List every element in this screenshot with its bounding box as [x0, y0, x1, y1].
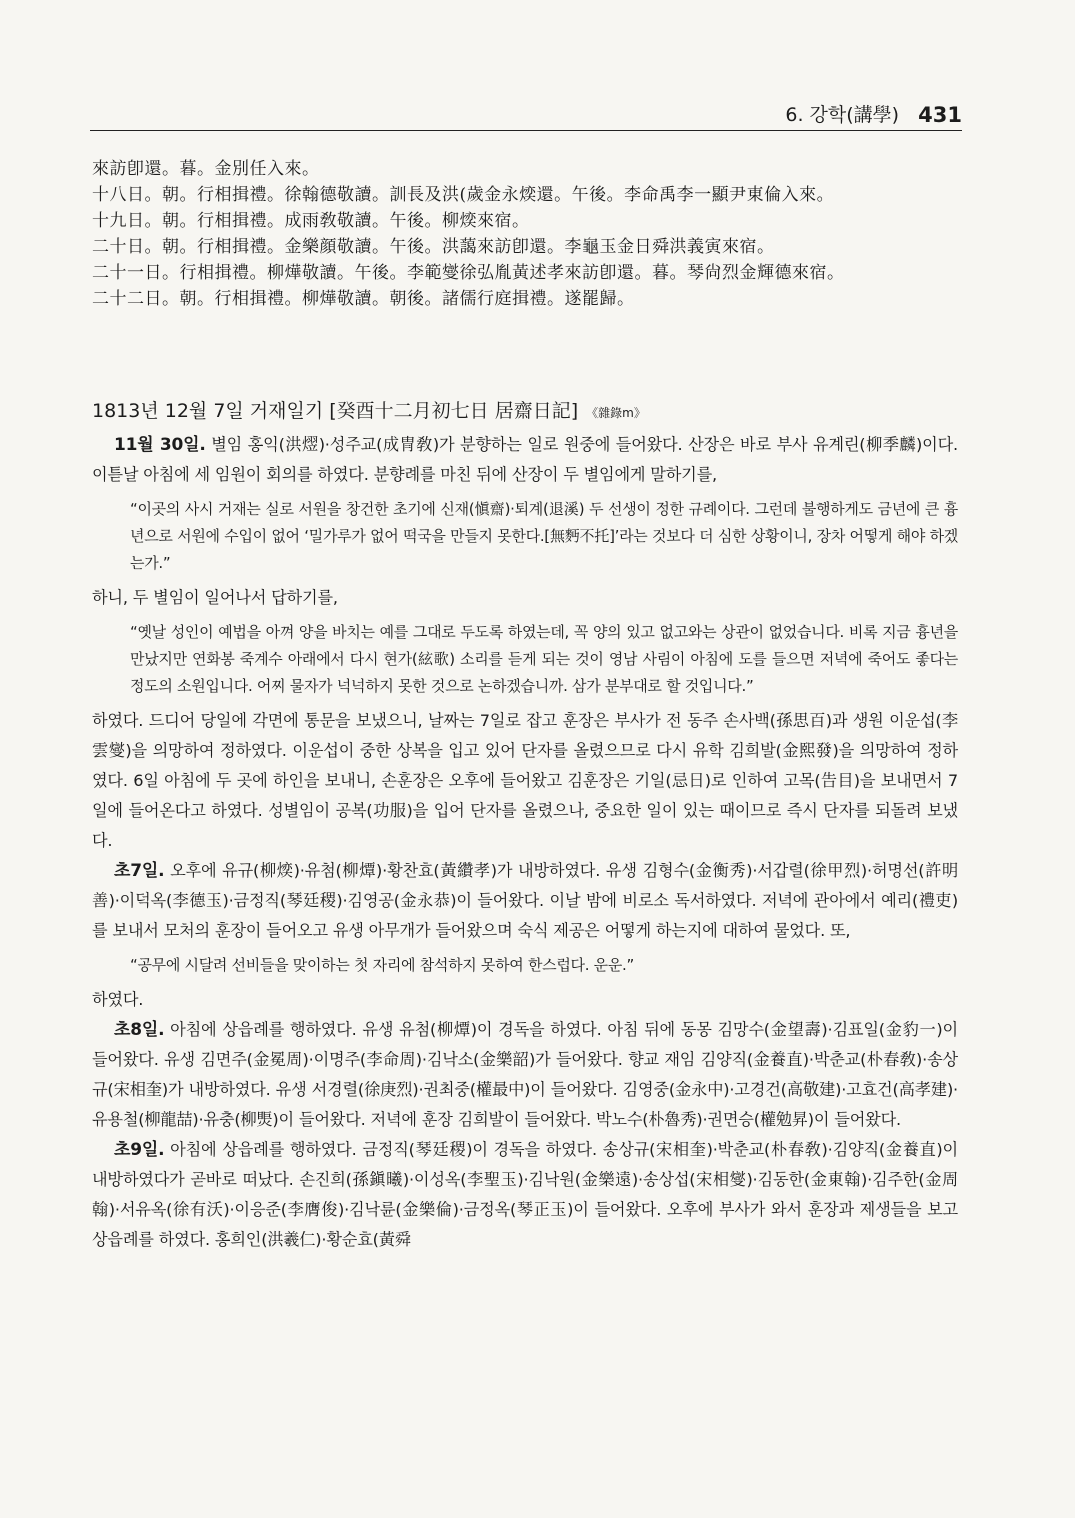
quotation: “이곳의 사시 거재는 실로 서원을 창건한 초기에 신재(愼齋)·퇴계(退溪) 두 선생이 정한 규례이다. 그런데 불행하게도 금년에 큰 흉년으로 서원에 수입이 없어 ‘밀가루가 없어 떡국을 만들지 못한다.[無麪不托]’라는 것보다 더 심한 상황이니, 장차 어떻게 해야 하겠는가.”	[130, 500, 958, 572]
paragraph: 하니, 두 별임이 일어나서 답하기를,	[92, 588, 338, 607]
date-lead: 초9일.	[114, 1140, 165, 1160]
paragraph	[92, 1135, 958, 1255]
hanja-line: 來訪卽還。暮。金別任入來。	[92, 159, 320, 179]
page-number: 431	[918, 103, 962, 127]
entry-title	[92, 396, 962, 423]
translation-body	[92, 430, 958, 1255]
paragraph: 하였다. 드디어 당일에 각면에 통문을 보냈으니, 날짜는 7일로 잡고 훈장은 부사가 전 동주 손사백(孫思百)과 생원 이운섭(李雲燮)을 의망하여 정하였다. 이운섭이 중한 상복을 입고 있어 단자를 올렸으므로 다시 유학 김희발(金熙發)을 의망하여 정하였다. 6일 아침에 두 곳에 하인을 보내니, 손훈장은 오후에 들어왔고 김훈장은 기일(忌日)로 인하여 고목(告目)을 보내면서 7일에 들어온다고 하였다. 성별임이 공복(功服)을 입어 단자를 올렸으나, 중요한 일이 있는 때이므로 즉시 단자를 되돌려 보냈다.	[92, 711, 958, 850]
paragraph-text: 아침에 상읍례를 행하였다. 유생 유첨(柳燂)이 경독을 하였다. 아침 뒤에 동몽 김망수(金望壽)·김표일(金豹一)이 들어왔다. 유생 김면주(金冕周)·이명주(李命周)·김낙소(金樂韶)가 들어왔다. 향교 재임 김양직(金養直)·박춘교(朴春敎)·송상규(宋相奎)가 내방하였다. 유생 서경렬(徐庚烈)·권최중(權最中)이 들어왔다. 김영중(金永中)·고경건(高敬建)·고효건(高孝建)·유용철(柳龍喆)·유충(柳㷡)이 들어왔다. 저녁에 훈장 김희발이 들어왔다. 박노수(朴魯秀)·권면승(權勉昇)이 들어왔다.	[92, 1020, 958, 1129]
entry-source: 《雜錄m》	[586, 406, 646, 420]
hanja-line: 十九日。朝。行相揖禮。成雨敎敬讀。午後。柳㷜來宿。	[92, 211, 530, 231]
paragraph-text: 별임 홍익(洪熤)·성주교(成冑敎)가 분향하는 일로 원중에 들어왔다. 산장은 바로 부사 유계린(柳季麟)이다. 이튿날 아침에 세 임원이 회의를 하였다. 분향례를 마친 뒤에 산장이 두 별임에게 말하기를,	[92, 435, 958, 484]
entry-title-text: 1813년 12월 7일 거재일기 [癸酉十二月初七日 居齋日記]	[92, 400, 579, 422]
quotation: “공무에 시달려 선비들을 맞이하는 첫 자리에 참석하지 못하여 한스럽다. 운운.”	[130, 956, 634, 974]
date-lead: 11월 30일.	[114, 435, 206, 455]
section-title: 6. 강학(講學)	[785, 104, 900, 126]
running-header	[90, 100, 962, 131]
date-lead: 초8일.	[114, 1020, 165, 1040]
paragraph	[92, 1015, 958, 1135]
paragraph: 하였다.	[92, 990, 144, 1009]
hanja-text-block	[92, 156, 962, 312]
quotation: “옛날 성인이 예법을 아껴 양을 바치는 예를 그대로 두도록 하였는데, 꼭 양의 있고 없고와는 상관이 없었습니다. 비록 지금 흉년을 만났지만 연화봉 죽계수 아래에서 다시 현가(絃歌) 소리를 듣게 되는 것이 영남 사림이 아침에 도를 들으면 저녁에 죽어도 좋다는 정도의 소원입니다. 어찌 물자가 넉넉하지 못한 것으로 논하겠습니까. 삼가 분부대로 할 것입니다.”	[130, 623, 958, 695]
hanja-line: 二十二日。朝。行相揖禮。柳燁敬讀。朝後。諸儒行庭揖禮。遂罷歸。	[92, 289, 635, 309]
hanja-line: 二十一日。行相揖禮。柳燁敬讀。午後。李範燮徐弘胤黃述孝來訪卽還。暮。琴尙烈金輝德來宿。	[92, 263, 845, 283]
hanja-line: 十八日。朝。行相揖禮。徐翰德敬讀。訓長及洪(歲金永㷜還。午後。李命禹李一顯尹東倫入來。	[92, 185, 835, 205]
paragraph-text: 오후에 유규(柳㷜)·유첨(柳燂)·황찬효(黃纘孝)가 내방하였다. 유생 김형수(金衡秀)·서갑렬(徐甲烈)·허명선(許明善)·이덕옥(李德玉)·금정직(琴廷稷)·김영공(金永恭)이 들어왔다. 이날 밤에 비로소 독서하였다. 저녁에 관아에서 예리(禮吏)를 보내서 모처의 훈장이 들어오고 유생 아무개가 들어왔으며 숙식 제공은 어떻게 하는지에 대하여 물었다. 또,	[92, 861, 958, 940]
paragraph-text: 아침에 상읍례를 행하였다. 금정직(琴廷稷)이 경독을 하였다. 송상규(宋相奎)·박춘교(朴春敎)·김양직(金養直)이 내방하였다가 곧바로 떠났다. 손진희(孫鎭曦)·이성옥(李聖玉)·김낙원(金樂遠)·송상섭(宋相燮)·김동한(金東翰)·김주한(金周翰)·서유옥(徐有沃)·이응준(李膺俊)·김낙륜(金樂倫)·금정옥(琴正玉)이 들어왔다. 오후에 부사가 와서 훈장과 제생들을 보고 상읍례를 하였다. 홍희인(洪羲仁)·황순효(黃舜	[92, 1140, 958, 1249]
date-lead: 초7일.	[114, 861, 165, 881]
paragraph	[92, 430, 958, 490]
hanja-line: 二十日。朝。行相揖禮。金樂顔敬讀。午後。洪藹來訪卽還。李龜玉金日舜洪義寅來宿。	[92, 237, 775, 257]
paragraph	[92, 856, 958, 946]
